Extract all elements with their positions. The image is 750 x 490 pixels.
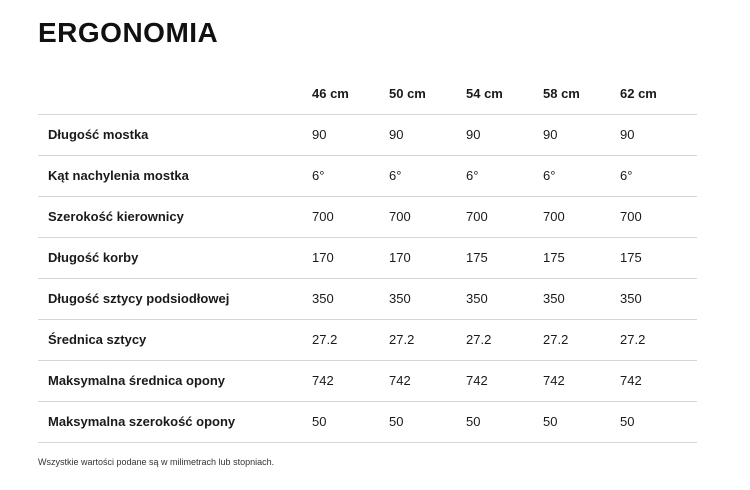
row-label: Maksymalna średnica opony xyxy=(38,361,312,402)
size-header: 58 cm xyxy=(543,74,620,115)
row-value: 90 xyxy=(620,115,697,156)
table-row xyxy=(38,197,697,238)
table-header-row xyxy=(38,74,697,115)
row-value: 350 xyxy=(620,279,697,320)
row-value: 700 xyxy=(312,197,389,238)
row-value: 742 xyxy=(312,361,389,402)
row-value: 700 xyxy=(466,197,543,238)
row-value: 50 xyxy=(389,402,466,443)
ergonomics-table xyxy=(38,74,697,443)
table-row xyxy=(38,238,697,279)
row-value: 27.2 xyxy=(466,320,543,361)
row-value: 175 xyxy=(543,238,620,279)
size-header: 54 cm xyxy=(466,74,543,115)
table-row xyxy=(38,115,697,156)
row-value: 90 xyxy=(312,115,389,156)
row-value: 175 xyxy=(620,238,697,279)
row-value: 742 xyxy=(389,361,466,402)
row-label: Długość sztycy podsiodłowej xyxy=(38,279,312,320)
row-value: 50 xyxy=(543,402,620,443)
row-label: Kąt nachylenia mostka xyxy=(38,156,312,197)
row-value: 27.2 xyxy=(543,320,620,361)
table-row xyxy=(38,156,697,197)
row-value: 742 xyxy=(620,361,697,402)
table-row xyxy=(38,361,697,402)
row-value: 742 xyxy=(466,361,543,402)
page-title: ERGONOMIA xyxy=(38,17,219,48)
row-label: Długość korby xyxy=(38,238,312,279)
row-value: 27.2 xyxy=(312,320,389,361)
row-label: Maksymalna szerokość opony xyxy=(38,402,312,443)
table-row xyxy=(38,402,697,443)
row-value: 6° xyxy=(312,156,389,197)
row-value: 350 xyxy=(312,279,389,320)
size-header: 62 cm xyxy=(620,74,697,115)
row-value: 170 xyxy=(312,238,389,279)
row-value: 50 xyxy=(620,402,697,443)
row-value: 350 xyxy=(466,279,543,320)
row-value: 700 xyxy=(620,197,697,238)
row-value: 350 xyxy=(543,279,620,320)
row-value: 50 xyxy=(312,402,389,443)
row-value: 700 xyxy=(543,197,620,238)
row-value: 742 xyxy=(543,361,620,402)
row-label: Szerokość kierownicy xyxy=(38,197,312,238)
table-row xyxy=(38,279,697,320)
header-label-cell xyxy=(38,74,312,115)
table-row xyxy=(38,320,697,361)
row-value: 170 xyxy=(389,238,466,279)
row-value: 90 xyxy=(543,115,620,156)
row-value: 6° xyxy=(389,156,466,197)
row-value: 27.2 xyxy=(389,320,466,361)
row-value: 700 xyxy=(389,197,466,238)
size-header: 46 cm xyxy=(312,74,389,115)
row-value: 6° xyxy=(620,156,697,197)
units-footnote: Wszystkie wartości podane są w milimetrach lub stopniach. xyxy=(38,457,275,467)
row-value: 6° xyxy=(466,156,543,197)
size-header: 50 cm xyxy=(389,74,466,115)
row-label: Długość mostka xyxy=(38,115,312,156)
row-value: 50 xyxy=(466,402,543,443)
row-value: 175 xyxy=(466,238,543,279)
row-value: 90 xyxy=(389,115,466,156)
row-value: 27.2 xyxy=(620,320,697,361)
row-value: 350 xyxy=(389,279,466,320)
row-value: 90 xyxy=(466,115,543,156)
row-label: Średnica sztycy xyxy=(38,320,312,361)
row-value: 6° xyxy=(543,156,620,197)
